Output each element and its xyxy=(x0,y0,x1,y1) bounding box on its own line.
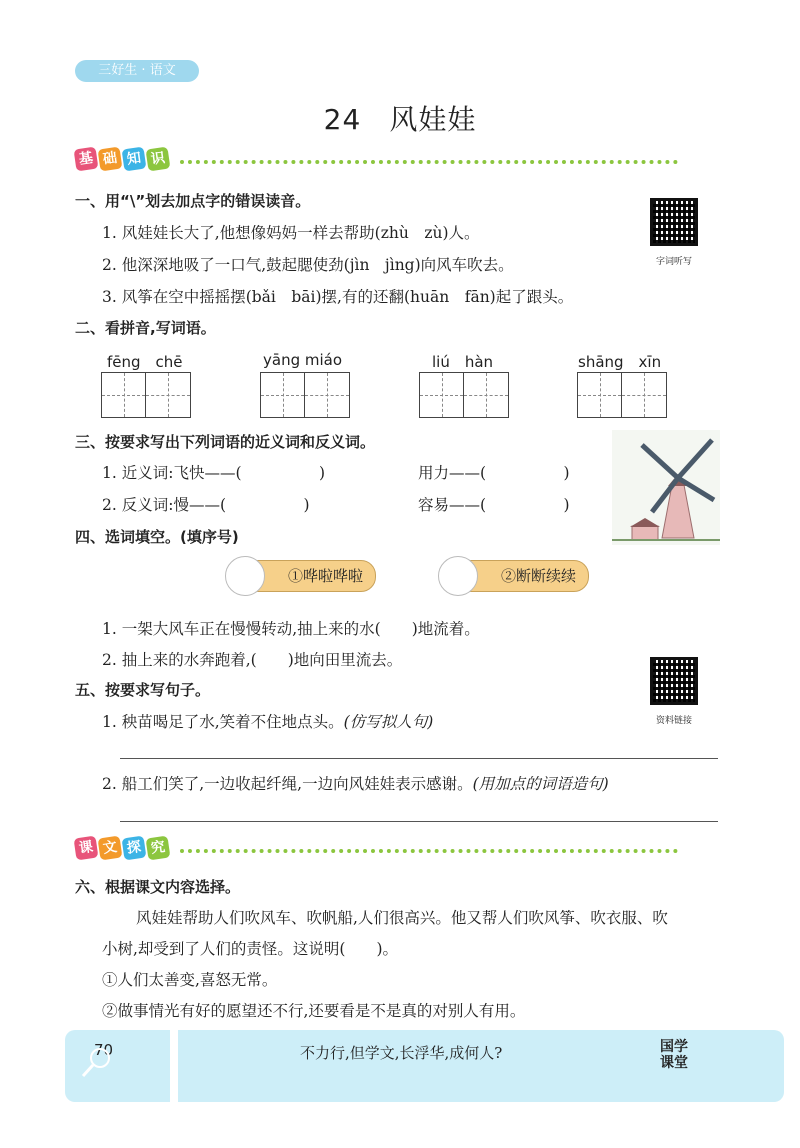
q5-sentence: 1. 秧苗喝足了水,笑着不住地点头。 xyxy=(102,713,344,731)
q1-item: 3. 风筝在空中摇摇摆(bǎi bāi)摆,有的还翻(huān fān)起了跟头。 xyxy=(102,288,574,306)
q5-item-2 xyxy=(102,772,609,794)
question-4-title: 四、选词填空。(填序号) xyxy=(75,528,239,546)
section-tag-basics xyxy=(75,148,169,170)
page-number: 70 xyxy=(94,1041,114,1059)
lesson-title: 风娃娃 xyxy=(389,103,477,136)
page-title xyxy=(0,98,800,138)
qr-code-icon[interactable] xyxy=(650,657,698,705)
q6-option: ②做事情光有好的愿望还不行,还要看是不是真的对别人有用。 xyxy=(102,1002,526,1020)
lesson-number: 24 xyxy=(323,103,362,136)
section-tag-char: 文 xyxy=(98,836,123,861)
pinyin-label: liú hàn xyxy=(432,353,494,371)
q5-instruction: (用加点的词语造句) xyxy=(472,775,609,793)
word-option-1 xyxy=(225,560,376,592)
q4-item: 1. 一架大风车正在慢慢转动,抽上来的水( )地流着。 xyxy=(102,620,480,638)
q3-item: 2. 反义词:慢——( ) xyxy=(102,496,310,514)
q1-item: 2. 他深深地吸了一口气,鼓起腮使劲(jìn jìng)向风车吹去。 xyxy=(102,256,514,274)
writing-grid[interactable] xyxy=(260,372,350,418)
q5-sentence: 2. 船工们笑了,一边收起纤绳,一边向风娃娃表示感谢。 xyxy=(102,775,473,793)
section-tag-text-study xyxy=(75,837,169,859)
footer-bar xyxy=(178,1030,784,1102)
footer-motto: 不力行,但学文,长浮华,成何人? xyxy=(300,1044,503,1062)
windmill-illustration xyxy=(612,430,720,545)
bunny-icon xyxy=(225,556,265,596)
writing-grid[interactable] xyxy=(101,372,191,418)
section-tag-char: 基 xyxy=(74,147,99,172)
question-6-title: 六、根据课文内容选择。 xyxy=(75,878,241,896)
magnifier-icon xyxy=(80,1046,114,1080)
section-tag-char: 课 xyxy=(74,836,99,861)
bunny-icon xyxy=(438,556,478,596)
footer-brand-line: 课堂 xyxy=(660,1055,688,1071)
q6-paragraph: 风娃娃帮助人们吹风车、吹帆船,人们很高兴。他又帮人们吹风筝、吹衣服、吹 xyxy=(136,909,668,927)
section-tag-char: 究 xyxy=(146,836,171,861)
subject-badge: 三好生 · 语文 xyxy=(75,60,199,82)
section-tag-char: 知 xyxy=(122,147,147,172)
section-tag-char: 础 xyxy=(98,147,123,172)
answer-line[interactable] xyxy=(120,821,718,822)
section-tag-char: 识 xyxy=(146,147,171,172)
q3-item: 1. 近义词:飞快——( ) xyxy=(102,464,326,482)
footer-brand-line: 国学 xyxy=(660,1039,688,1055)
q4-item: 2. 抽上来的水奔跑着,( )地向田里流去。 xyxy=(102,651,403,669)
qr-code-icon[interactable] xyxy=(650,198,698,246)
word-option-label: ②断断续续 xyxy=(456,560,589,592)
q3-item: 用力——( ) xyxy=(418,464,570,482)
q1-item: 1. 风娃娃长大了,他想像妈妈一样去帮助(zhù zù)人。 xyxy=(102,224,480,242)
question-2-title: 二、看拼音,写词语。 xyxy=(75,319,216,337)
section-tag-char: 探 xyxy=(122,836,147,861)
writing-grid[interactable] xyxy=(419,372,509,418)
section-divider xyxy=(180,160,678,164)
section-divider xyxy=(180,849,678,853)
q6-option: ①人们太善变,喜怒无常。 xyxy=(102,971,278,989)
word-option-2 xyxy=(438,560,589,592)
q3-item: 容易——( ) xyxy=(418,496,570,514)
q6-paragraph: 小树,却受到了人们的责怪。这说明( )。 xyxy=(102,940,399,958)
question-3-title: 三、按要求写出下列词语的近义词和反义词。 xyxy=(75,433,376,451)
q5-item-1 xyxy=(102,710,433,732)
pinyin-label: yāng miáo xyxy=(263,351,343,369)
pinyin-label: shāng xīn xyxy=(578,353,662,371)
word-option-label: ①哗啦哗啦 xyxy=(243,560,376,592)
answer-line[interactable] xyxy=(120,758,718,759)
pinyin-label: fēng chē xyxy=(107,353,183,371)
footer-brand xyxy=(660,1039,688,1071)
qr-label: 字词听写 xyxy=(655,257,692,267)
q5-instruction: (仿写拟人句) xyxy=(343,713,434,731)
writing-grid[interactable] xyxy=(577,372,667,418)
qr-label: 资料链接 xyxy=(655,716,692,726)
question-5-title: 五、按要求写句子。 xyxy=(75,681,211,699)
question-1-title: 一、用“\”划去加点字的错误读音。 xyxy=(75,192,311,210)
